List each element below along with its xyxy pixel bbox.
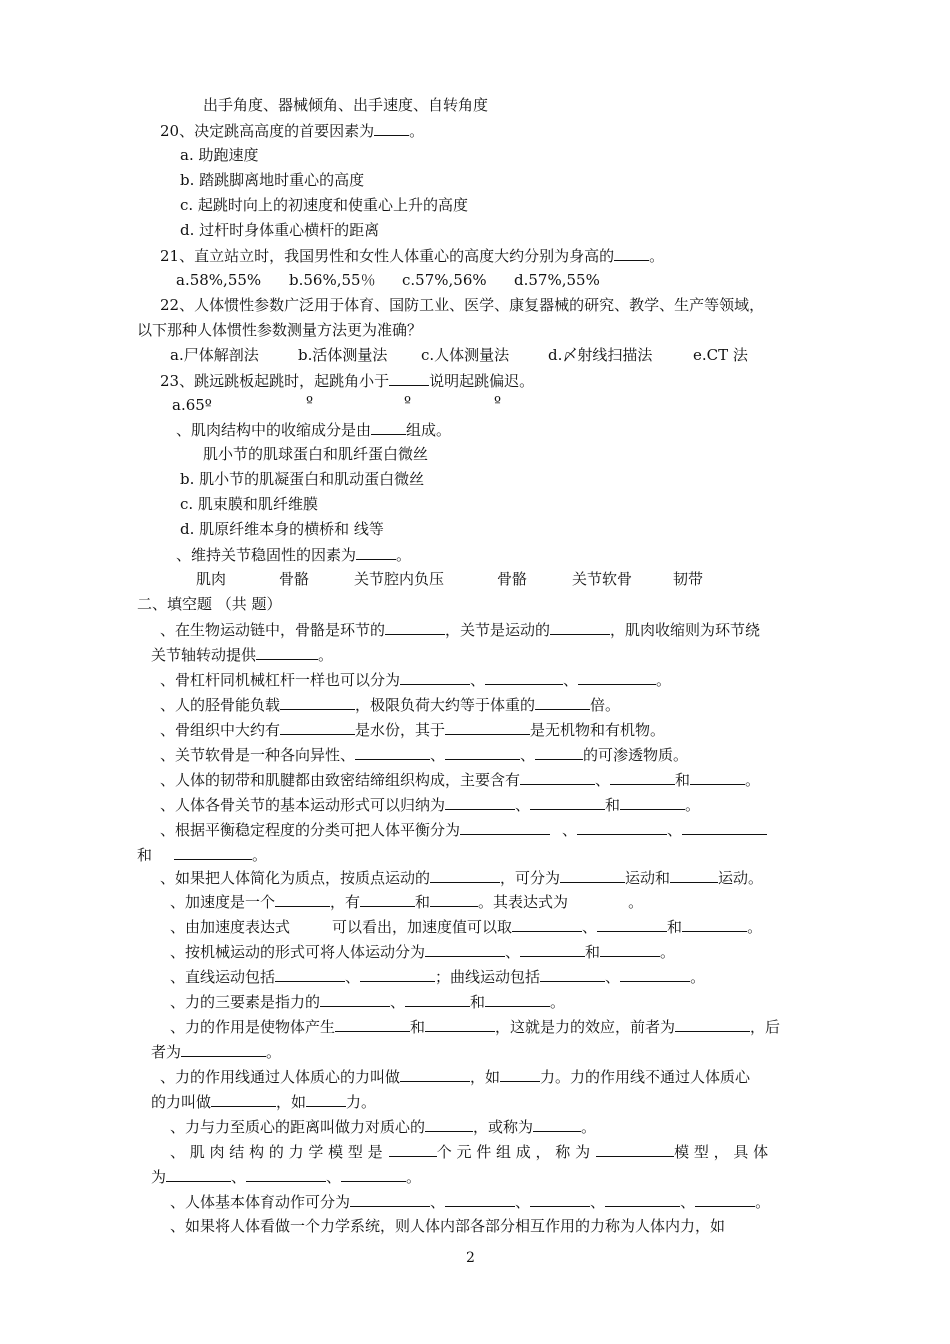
text: 出手角度、器械倾角、出手速度、自转角度 <box>203 96 489 114</box>
text: 韧带 <box>673 570 704 588</box>
text: a.65º <box>172 396 212 414</box>
text: 和 <box>667 918 683 936</box>
text: 、人的胫骨能负载 <box>160 696 281 714</box>
text: 、人体基本体育动作可分为 <box>170 1193 351 1211</box>
text: 运动。 <box>718 869 764 887</box>
answer-blank[interactable] <box>500 1066 540 1082</box>
text: ，关节是运动的 <box>445 621 551 639</box>
text: 、 <box>595 771 611 789</box>
text: 、按机械运动的形式可将人体运动分为 <box>170 943 426 961</box>
answer-blank[interactable] <box>389 1141 437 1157</box>
text: 。 <box>628 893 644 911</box>
answer-blank[interactable] <box>535 694 590 710</box>
answer-blank[interactable] <box>520 941 585 957</box>
answer-blank[interactable] <box>425 1016 495 1032</box>
fill-13 <box>170 966 705 987</box>
text: 、根据平衡稳定程度的分类可把人体平衡分为 <box>160 821 461 839</box>
answer-blank[interactable] <box>620 794 685 810</box>
text: 、 <box>430 746 446 764</box>
text: 和 <box>415 893 431 911</box>
answer-blank[interactable] <box>605 1191 680 1207</box>
text: 和 <box>585 943 601 961</box>
q21-option-d <box>514 270 600 290</box>
fill-2 <box>160 669 671 690</box>
text: 、 <box>505 943 521 961</box>
text: a.尸体解剖法 <box>170 346 259 364</box>
answer-blank[interactable] <box>670 867 718 883</box>
answer-blank[interactable] <box>445 1191 515 1207</box>
q24-option-c <box>180 494 318 514</box>
text: ，后 <box>750 1018 781 1036</box>
text: º <box>306 393 314 411</box>
text: 。 <box>318 646 334 664</box>
text: 、骨组织中大约有 <box>160 721 281 739</box>
fill-3 <box>160 694 620 715</box>
q19-options-line <box>203 95 488 115</box>
answer-blank[interactable] <box>600 941 660 957</box>
text: 和 <box>470 993 486 1011</box>
text: 肌肉 <box>196 570 227 588</box>
answer-blank[interactable] <box>350 1191 430 1207</box>
answer-blank[interactable] <box>535 744 583 760</box>
text: 以下那种人体惯性参数测量方法更为准确？ <box>137 321 423 339</box>
text: 、 <box>345 968 361 986</box>
text: 骨骼 <box>497 570 528 588</box>
fill-18-line-2 <box>151 1166 421 1187</box>
text: 、力的作用线通过人体质心的力叫做 <box>160 1068 401 1086</box>
answer-blank[interactable] <box>374 120 409 136</box>
q22-stem-2 <box>137 320 422 340</box>
q20-option-a <box>180 145 258 165</box>
page-number: 2 <box>466 1250 475 1266</box>
text: b.活体测量法 <box>298 346 388 364</box>
section-heading <box>137 594 282 614</box>
text: 二、填空题 （共 题） <box>137 595 282 613</box>
text: 、 <box>390 993 406 1011</box>
fill-10 <box>170 891 643 912</box>
answer-blank[interactable] <box>371 419 406 435</box>
fill-5 <box>160 744 688 765</box>
text: ，肌肉收缩则为环节绕 <box>610 621 761 639</box>
text: 的可渗透物质。 <box>583 746 689 764</box>
q21-option-c <box>402 270 487 290</box>
text: b. 肌小节的肌凝蛋白和肌动蛋白微丝 <box>180 470 425 488</box>
text: 。 <box>656 671 672 689</box>
answer-blank[interactable] <box>485 669 563 685</box>
text: 、 <box>515 1193 531 1211</box>
text: d. 过杆时身体重心横杆的距离 <box>180 221 380 239</box>
q23-option-d <box>494 392 501 412</box>
q20-option-b <box>180 170 364 190</box>
text: ，可分为 <box>500 869 561 887</box>
text: 说明起跳偏迟。 <box>429 372 535 390</box>
text: 、如果将人体看做一个力学系统，则人体内部各部分相互作用的力称为人体内力，如 <box>170 1217 726 1235</box>
text: 。 <box>690 968 706 986</box>
answer-blank[interactable] <box>335 1016 410 1032</box>
text: 骨骼 <box>279 570 310 588</box>
answer-blank[interactable] <box>320 991 390 1007</box>
answer-blank[interactable] <box>485 991 550 1007</box>
text: 、在生物运动链中，骨骼是环节的 <box>160 621 386 639</box>
fill-16-line-2 <box>151 1091 376 1112</box>
answer-blank[interactable] <box>690 769 745 785</box>
text: 和 <box>137 846 153 864</box>
text: 、 <box>520 746 536 764</box>
text: 、关节软骨是一种各向异性、 <box>160 746 356 764</box>
text: 23、跳远跳板起跳时，起跳角小于 <box>160 372 390 390</box>
q25-option-1 <box>196 569 226 589</box>
text: ，这就是力的效应，前者为 <box>495 1018 676 1036</box>
answer-blank[interactable] <box>540 966 605 982</box>
answer-blank[interactable] <box>211 1091 276 1107</box>
text: 。 <box>406 1168 422 1186</box>
answer-blank[interactable] <box>174 844 252 860</box>
q25-option-4 <box>497 569 527 589</box>
answer-blank[interactable] <box>280 694 355 710</box>
q24-option-a <box>203 444 428 464</box>
fill-8-line-1 <box>160 819 767 840</box>
text: 。 <box>550 993 566 1011</box>
text: º <box>404 393 412 411</box>
answer-blank[interactable] <box>360 966 435 982</box>
fill-4 <box>160 719 665 740</box>
answer-blank[interactable] <box>246 1166 326 1182</box>
answer-blank[interactable] <box>280 719 355 735</box>
q23-option-b <box>306 392 313 412</box>
q22-stem-1 <box>160 295 764 315</box>
fill-19 <box>170 1191 770 1212</box>
q22-option-b <box>298 345 387 365</box>
q24-stem <box>176 419 451 440</box>
answer-blank[interactable] <box>533 1116 581 1132</box>
fill-20 <box>170 1216 725 1236</box>
text: a. 助跑速度 <box>180 146 259 164</box>
text: 、骨杠杆同机械杠杆一样也可以分为 <box>160 671 401 689</box>
q23-option-a <box>172 395 212 415</box>
answer-blank[interactable] <box>400 1066 470 1082</box>
answer-blank[interactable] <box>445 744 520 760</box>
text: 。 <box>747 918 763 936</box>
text: c.人体测量法 <box>421 346 510 364</box>
answer-blank[interactable] <box>275 966 345 982</box>
text: 、 <box>326 1168 342 1186</box>
text: 是无机物和有机物。 <box>530 721 666 739</box>
fill-1-line-1 <box>160 619 760 640</box>
text: 、 肌 肉 结 构 的 力 学 模 型 是 <box>170 1143 383 1161</box>
text: 。 <box>649 247 665 265</box>
text: 、人体的韧带和肌腱都由致密结缔组织构成，主要含有 <box>160 771 521 789</box>
answer-blank[interactable] <box>682 819 767 835</box>
answer-blank[interactable] <box>682 916 747 932</box>
text: 22、人体惯性参数广泛用于体育、国防工业、医学、康复器械的研究、教学、生产等领域， <box>160 296 765 314</box>
text: 关节轴转动提供 <box>151 646 257 664</box>
answer-blank[interactable] <box>430 891 478 907</box>
fill-14 <box>170 991 565 1012</box>
text: 、力的三要素是指力的 <box>170 993 321 1011</box>
text: 、力的作用是使物体产生 <box>170 1018 336 1036</box>
text: 、 <box>562 821 578 839</box>
text: 、 <box>430 1193 446 1211</box>
answer-blank[interactable] <box>596 1141 674 1157</box>
text: 、如果把人体简化为质点，按质点运动的 <box>160 869 431 887</box>
answer-blank[interactable] <box>356 544 396 560</box>
text: 者为 <box>151 1043 182 1061</box>
answer-blank[interactable] <box>425 1116 473 1132</box>
q24-option-d <box>180 519 384 539</box>
q22-option-c <box>421 345 509 365</box>
answer-blank[interactable] <box>610 769 675 785</box>
text: b. 踏跳脚离地时重心的高度 <box>180 171 365 189</box>
text: 。 <box>660 943 676 961</box>
answer-blank[interactable] <box>360 891 415 907</box>
fill-8-line-2 <box>137 844 267 865</box>
fill-7 <box>160 794 700 815</box>
text: 、 <box>515 796 531 814</box>
text: 模 型 ， 具 体 <box>674 1143 769 1161</box>
text: 倍。 <box>590 696 621 714</box>
q21-option-a <box>176 270 261 290</box>
text: 组成。 <box>406 421 452 439</box>
text: 21、直立站立时，我国男性和女性人体重心的高度大约分别为身高的 <box>160 247 615 265</box>
q23-option-c <box>404 392 411 412</box>
text: ，如 <box>470 1068 501 1086</box>
answer-blank[interactable] <box>430 867 500 883</box>
answer-blank[interactable] <box>385 619 445 635</box>
answer-blank[interactable] <box>389 370 429 386</box>
fill-18-line-1 <box>170 1141 768 1162</box>
q20-option-d <box>180 220 379 240</box>
text: 。 <box>755 1193 771 1211</box>
q23-stem <box>160 370 534 391</box>
text: 可以看出，加速度值可以取 <box>332 918 513 936</box>
q21-stem <box>160 245 664 266</box>
answer-blank[interactable] <box>577 819 667 835</box>
answer-blank[interactable] <box>445 794 515 810</box>
q24-option-b <box>180 469 424 489</box>
text: ，极限负荷大约等于体重的 <box>355 696 536 714</box>
text: 的力叫做 <box>151 1093 212 1111</box>
answer-blank[interactable] <box>578 669 656 685</box>
answer-blank[interactable] <box>620 966 690 982</box>
text: 是水份，其于 <box>355 721 446 739</box>
fill-15-line-2 <box>151 1041 281 1062</box>
fill-15-line-1 <box>170 1016 780 1037</box>
q22-option-e <box>693 345 748 365</box>
q20-stem <box>160 120 424 141</box>
text: 。 <box>396 546 412 564</box>
text: 。其表达式为 <box>478 893 569 911</box>
answer-blank[interactable] <box>256 644 318 660</box>
text: 和 <box>410 1018 426 1036</box>
text: 。 <box>252 846 268 864</box>
q25-option-3 <box>354 569 444 589</box>
text: 、 <box>590 1193 606 1211</box>
text: d.〆射线扫描法 <box>548 346 653 364</box>
fill-6 <box>160 769 760 790</box>
text: 、由加速度表达式 <box>170 918 291 936</box>
answer-blank[interactable] <box>341 1166 406 1182</box>
text: 为 <box>151 1168 167 1186</box>
fill-17 <box>170 1116 596 1137</box>
answer-blank[interactable] <box>460 819 550 835</box>
fill-16-line-1 <box>160 1066 750 1087</box>
text: e.CT 法 <box>693 346 748 364</box>
answer-blank[interactable] <box>614 245 649 261</box>
answer-blank[interactable] <box>560 867 625 883</box>
q25-stem <box>176 544 411 565</box>
text: 。 <box>266 1043 282 1061</box>
q25-option-2 <box>279 569 309 589</box>
answer-blank[interactable] <box>166 1166 231 1182</box>
text: a.58%,55% <box>176 271 262 289</box>
answer-blank[interactable] <box>530 1191 590 1207</box>
text: 。 <box>685 796 701 814</box>
text: c. 肌束膜和肌纤维膜 <box>180 495 318 513</box>
answer-blank[interactable] <box>445 719 530 735</box>
text: 20、决定跳高高度的首要因素为 <box>160 122 375 140</box>
text: 、肌肉结构中的收缩成分是由 <box>176 421 372 439</box>
q22-option-d <box>548 345 652 365</box>
answer-blank[interactable] <box>695 1191 755 1207</box>
text: d. 肌原纤维本身的横桥和 线等 <box>180 520 384 538</box>
text: 关节软骨 <box>572 570 633 588</box>
q25-option-5 <box>572 569 632 589</box>
text: 、直线运动包括 <box>170 968 276 986</box>
text: 、 <box>605 968 621 986</box>
text: 、 <box>231 1168 247 1186</box>
text: c.57%,56% <box>402 271 487 289</box>
text: 、 <box>470 671 486 689</box>
text: 个 元 件 组 成 ， 称 为 <box>436 1143 591 1161</box>
text: 。 <box>409 122 425 140</box>
answer-blank[interactable] <box>425 941 505 957</box>
text: 、加速度是一个 <box>170 893 276 911</box>
text: 关节腔内负压 <box>354 570 445 588</box>
answer-blank[interactable] <box>400 669 470 685</box>
answer-blank[interactable] <box>405 991 470 1007</box>
text: 。 <box>745 771 761 789</box>
fill-1-line-2 <box>151 644 333 665</box>
text: ，如 <box>276 1093 307 1111</box>
text: ；曲线运动包括 <box>435 968 541 986</box>
q21-option-b <box>289 270 376 290</box>
text: b.56%,55％ <box>289 271 376 289</box>
q25-option-6 <box>673 569 703 589</box>
text: 、 <box>563 671 579 689</box>
text: 、 <box>680 1193 696 1211</box>
q22-option-a <box>170 345 259 365</box>
q20-option-c <box>180 195 468 215</box>
text: d.57%,55% <box>514 271 600 289</box>
fill-12 <box>170 941 675 962</box>
text: 、维持关节稳固性的因素为 <box>176 546 357 564</box>
fill-11 <box>170 916 762 937</box>
answer-blank[interactable] <box>550 619 610 635</box>
answer-blank[interactable] <box>275 891 330 907</box>
text: c. 起跳时向上的初速度和使重心上升的高度 <box>180 196 468 214</box>
text: 力。 <box>346 1093 377 1111</box>
answer-blank[interactable] <box>355 744 430 760</box>
text: 、 <box>582 918 598 936</box>
answer-blank[interactable] <box>512 916 582 932</box>
text: 肌小节的肌球蛋白和肌纤蛋白微丝 <box>203 445 429 463</box>
answer-blank[interactable] <box>675 1016 750 1032</box>
text: 和 <box>675 771 691 789</box>
text: 力。力的作用线不通过人体质心 <box>540 1068 751 1086</box>
text: 、 <box>667 821 683 839</box>
text: ，有 <box>330 893 361 911</box>
fill-9 <box>160 867 763 888</box>
text: 运动和 <box>625 869 671 887</box>
text: º <box>494 393 502 411</box>
text: ，或称为 <box>473 1118 534 1136</box>
text: 、人体各骨关节的基本运动形式可以归纳为 <box>160 796 446 814</box>
text: 、力与力至质心的距离叫做力对质心的 <box>170 1118 426 1136</box>
answer-blank[interactable] <box>520 769 595 785</box>
answer-blank[interactable] <box>181 1041 266 1057</box>
answer-blank[interactable] <box>597 916 667 932</box>
text: 。 <box>581 1118 597 1136</box>
answer-blank[interactable] <box>530 794 605 810</box>
answer-blank[interactable] <box>306 1091 346 1107</box>
text: 和 <box>605 796 621 814</box>
